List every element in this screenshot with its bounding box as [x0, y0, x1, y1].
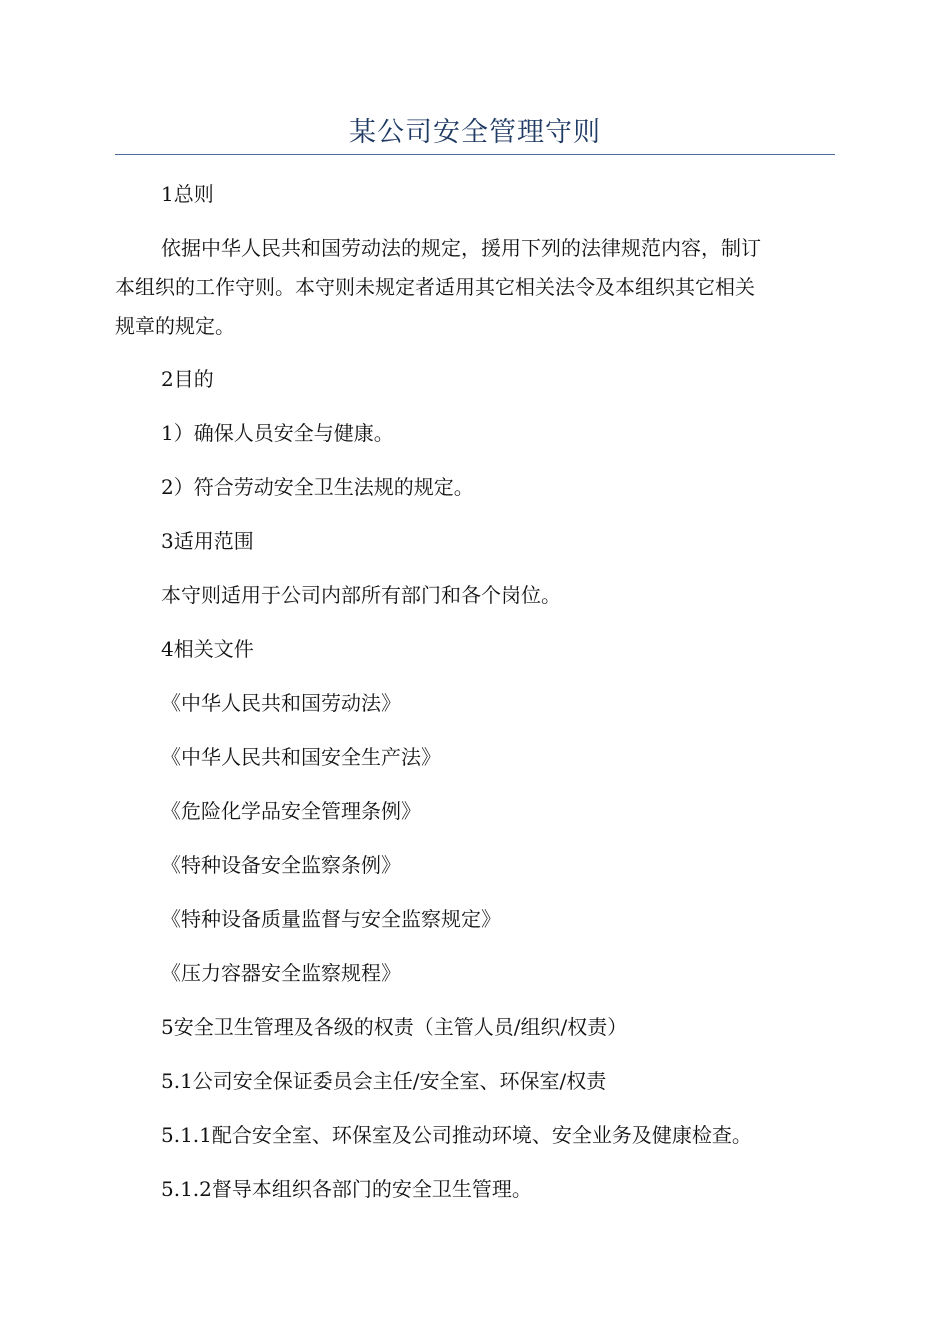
- document-title: 某公司安全管理守则: [349, 117, 601, 148]
- title-underline: [115, 154, 835, 155]
- paragraph-line: 本守则适用于公司内部所有部门和各个岗位。: [161, 583, 561, 607]
- list-item: 《中华人民共和国安全生产法》: [161, 745, 441, 769]
- section-heading-responsibilities: 5安全卫生管理及各级的权责（主管人员/组织/权责）: [161, 1015, 628, 1039]
- list-item: 2）符合劳动安全卫生法规的规定。: [161, 475, 474, 499]
- paragraph-line: 本组织的工作守则。本守则未规定者适用其它相关法令及本组织其它相关: [115, 275, 755, 299]
- list-item: 《危险化学品安全管理条例》: [161, 799, 421, 823]
- list-item: 5.1.1配合安全室、环保室及公司推动环境、安全业务及健康检查。: [161, 1123, 752, 1147]
- section-heading-related-documents: 4相关文件: [161, 637, 254, 661]
- list-item: 《压力容器安全监察规程》: [161, 961, 401, 985]
- list-item: 5.1.2督导本组织各部门的安全卫生管理。: [161, 1177, 532, 1201]
- section-heading-general: 1总则: [161, 182, 214, 206]
- section-heading-scope: 3适用范围: [161, 529, 254, 553]
- list-item: 《特种设备安全监察条例》: [161, 853, 401, 877]
- paragraph-line: 依据中华人民共和国劳动法的规定，援用下列的法律规范内容，制订: [161, 236, 761, 260]
- list-item: 1）确保人员安全与健康。: [161, 421, 394, 445]
- list-item: 《特种设备质量监督与安全监察规定》: [161, 907, 501, 931]
- subsection-heading: 5.1公司安全保证委员会主任/安全室、环保室/权责: [161, 1069, 607, 1093]
- paragraph-line: 规章的规定。: [115, 314, 235, 338]
- section-heading-purpose: 2目的: [161, 367, 214, 391]
- list-item: 《中华人民共和国劳动法》: [161, 691, 401, 715]
